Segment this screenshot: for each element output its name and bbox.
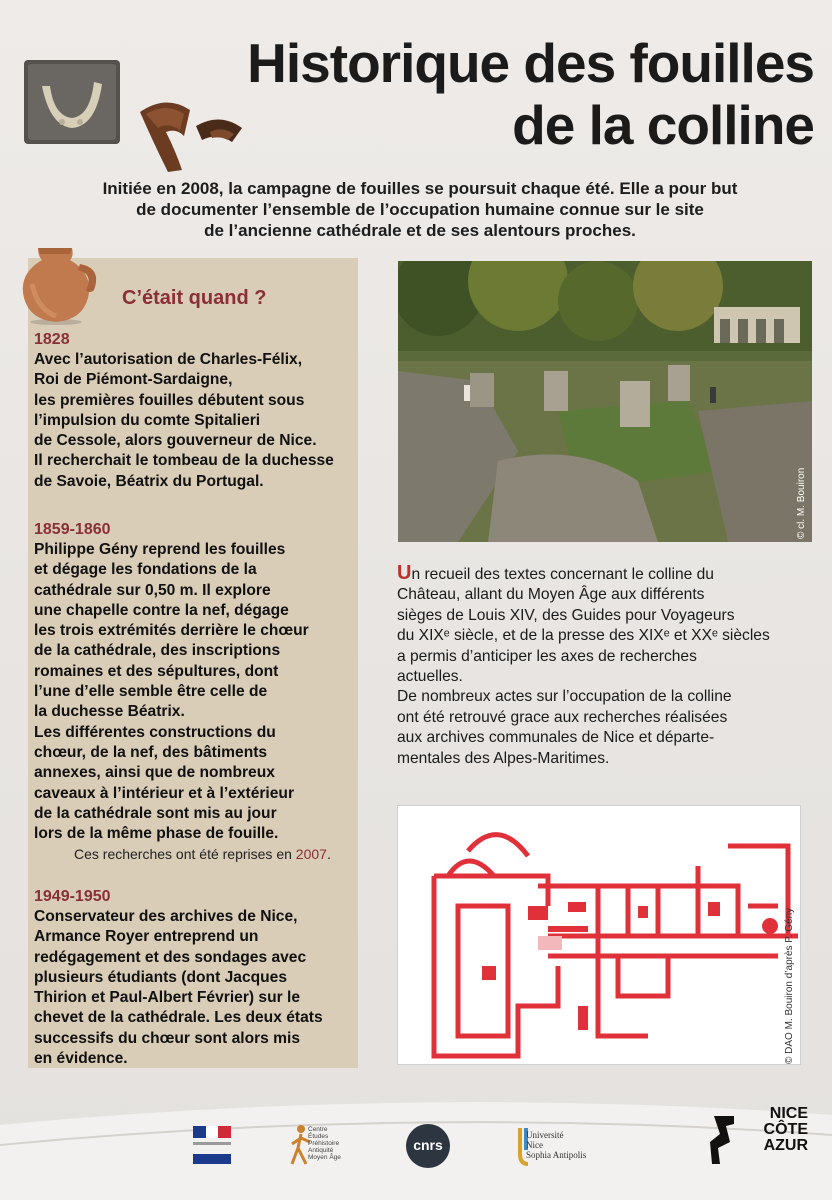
nice-cote-azur-logo (738, 1106, 808, 1154)
period-1828 (34, 330, 356, 492)
cepam-line: Moyen Âge (308, 1154, 341, 1161)
period-year: 1828 (34, 331, 70, 348)
period-year: 1949-1950 (34, 888, 111, 905)
photo-credit: © cl. M. Bouiron (796, 467, 807, 539)
note-suffix: . (326, 846, 331, 863)
period-text: Avec l’autorisation de Charles-Félix, Roi de Piémont-Sardaigne, les premières fouilles débutent sous l’impulsion du comte Spitalieri de Cessole, alors gouverneur de Nice. Il recherchait le tombeau de la duchesse de Savoie, Béatrix du Portugal. (34, 351, 334, 490)
page-title (134, 32, 814, 156)
note-prefix: Ces recherches ont été reprises en (74, 846, 296, 863)
title-line-2: de la colline (512, 94, 814, 156)
clay-jug-artifact-image (8, 234, 104, 326)
cepam-line: Études (308, 1133, 329, 1140)
period-note (34, 846, 356, 862)
archives-paragraph (397, 563, 813, 769)
marianne-logo-icon (193, 1126, 231, 1166)
period-text: Philippe Gény reprend les fouilles et dégage les fondations de la cathédrale sur 0,50 m. Il explore une chapelle contre la nef, dégage les trois extrémités derrière le chœur de la cathédrale, des inscriptions romaines et des sépultures, dont l’une d’elle semble être celle de la duchesse Béatrix. Les différentes constructions du chœur, de la nef, des bâtiments annexes, ainsi que de nombreux caveaux à l’intérieur et à l’extérieur de la cathédrale sont mis au jour lors de la même phase de fouille. (34, 541, 309, 843)
cathedral-floor-plan (397, 805, 801, 1065)
archives-text: n recueil des textes concernant le colline du Château, allant du Moyen Âge aux différents sièges de Louis XIV, des Guides pour Voyageurs du XIXᵉ siècle, et de la presse des XIXᵉ et XXᵉ siècles a permis d’anticiper les axes de recherches actuelles. De nombreux actes sur l’occupation de la colline ont été retrouvé grace aux recherches réalisées aux archives communales de Nice et départe- mentales des Alpes-Maritimes. (397, 566, 770, 767)
period-text: Conservateur des archives de Nice, Armance Royer entreprend un redégagement et des sondages avec plusieurs étudiants (dont Jacques Thirion et Paul-Albert Février) sur le chevet de la cathédrale. Les deux états successifs du chœur sont alors mis en évidence. (34, 908, 323, 1068)
floor-plan-drawing (398, 806, 801, 1065)
intro-line-3: de l’ancienne cathédrale et de ses alentours proches. (204, 221, 636, 240)
timeline-heading: C’était quand ? (122, 287, 267, 309)
cepam-text (308, 1126, 358, 1161)
period-year: 1859-1860 (34, 521, 111, 538)
university-line: Université (526, 1130, 564, 1140)
nca-line: CÔTE (763, 1121, 808, 1138)
excavation-photo-illustration (398, 261, 812, 542)
cepam-line: Antiquité (308, 1147, 334, 1154)
cnrs-logo (406, 1124, 450, 1168)
cepam-line: Centre (308, 1126, 328, 1133)
intro-line-1: Initiée en 2008, la campagne de fouilles se poursuit chaque été. Elle a pour but (102, 179, 738, 198)
drop-cap: U (397, 562, 412, 584)
intro-paragraph (40, 178, 800, 241)
french-republic-logo (193, 1126, 231, 1171)
excavation-site-photo (398, 261, 812, 542)
university-line: Sophia Antipolis (526, 1150, 587, 1160)
university-text (526, 1130, 586, 1160)
title-line-1: Historique des fouilles (247, 32, 814, 94)
period-1859-1860 (34, 520, 356, 862)
plan-credit: © DAO M. Bouiron d’après P. Gény (784, 907, 795, 1064)
period-1949-1950 (34, 887, 356, 1069)
nca-line: NICE (769, 1105, 808, 1122)
intro-line-2: de documenter l’ensemble de l’occupation humaine connue sur le site (136, 200, 704, 219)
nice-cote-azur-emblem-icon (708, 1112, 740, 1168)
note-year: 2007 (295, 846, 327, 863)
jawbone-artifact-image (22, 56, 122, 148)
nca-line: AZUR (763, 1137, 808, 1154)
cnrs-label: cnrs (413, 1137, 443, 1153)
cepam-line: Préhistoire (308, 1140, 340, 1147)
university-line: Nice (526, 1140, 543, 1150)
